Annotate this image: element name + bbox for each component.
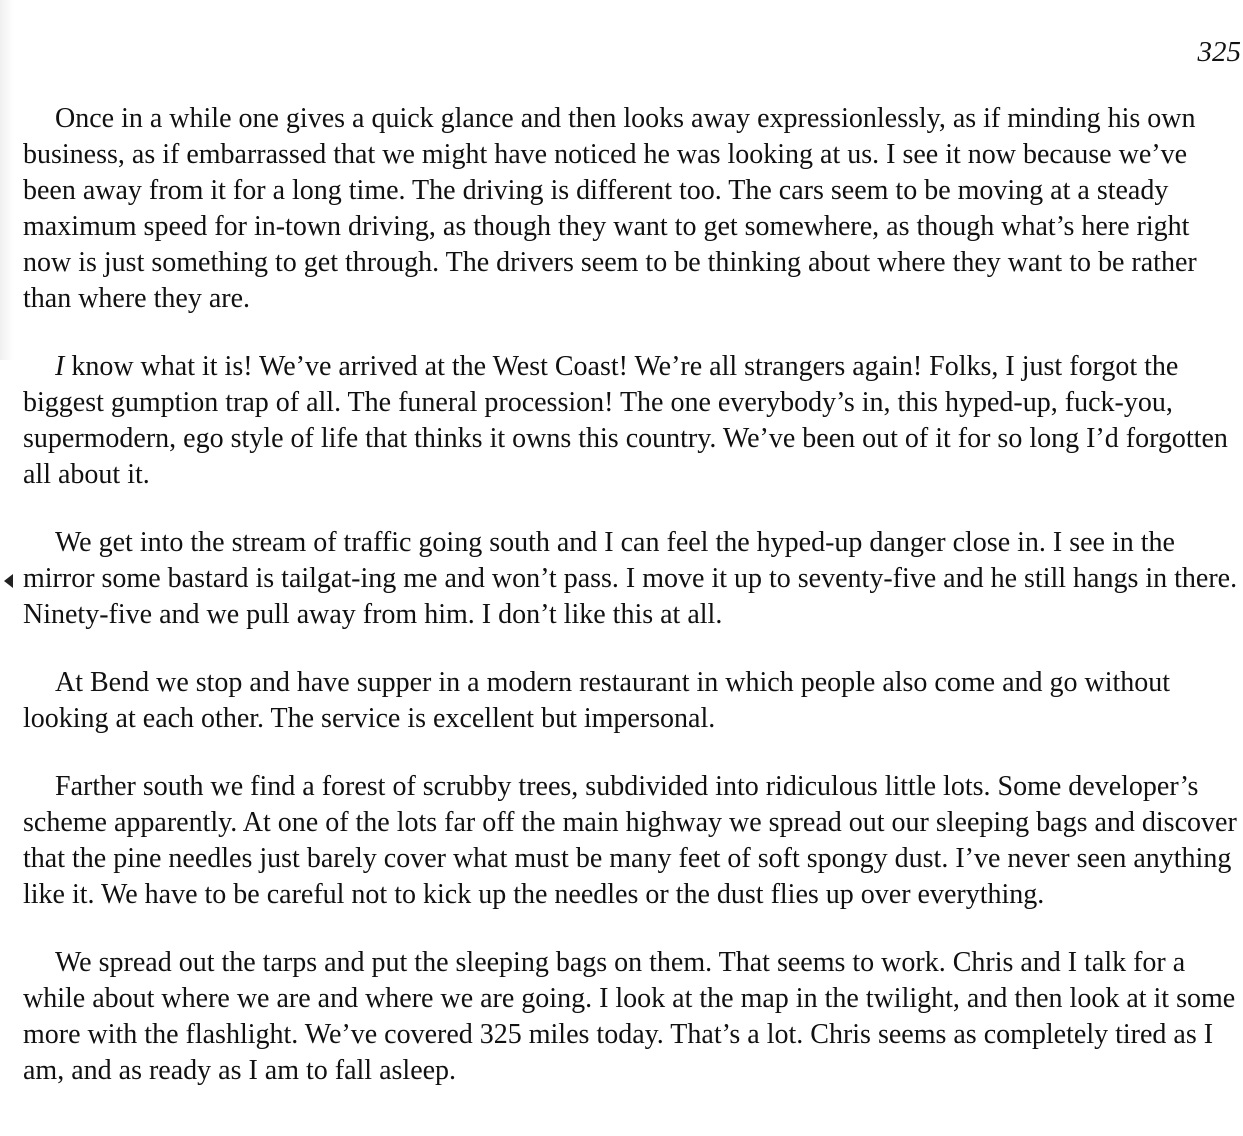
body-text	[23, 101, 1241, 1121]
paragraph-6	[23, 945, 1241, 1089]
left-arrow-icon[interactable]	[4, 574, 13, 588]
paragraph-3-text: We get into the stream of traffic going south and I can feel the hyped-up danger close in. I see in the mirror some bastard is tailgat-ing me and won’t pass. I move it up to seventy-five and he still hangs in there. Ninety-five and we pull away from him. I don’t like this at all.	[23, 527, 1238, 630]
paragraph-3	[23, 525, 1241, 633]
paragraph-4	[23, 665, 1241, 737]
paragraph-1	[23, 101, 1241, 317]
paragraph-1-text: Once in a while one gives a quick glance and then looks away expressionlessly, as if minding his own business, as if embarrassed that we might have noticed he was looking at us. I see it now because we’ve been away from it for a long time. The driving is different too. The cars seem to be moving at a steady maximum speed for in-town driving, as though they want to get somewhere, as though what’s here right now is just something to get through. The drivers seem to be thinking about where they want to be rather than where they are.	[23, 103, 1197, 314]
page-number: 325	[1197, 36, 1241, 68]
page-edge-shadow	[0, 0, 14, 360]
paragraph-5	[23, 769, 1241, 913]
paragraph-4-text: At Bend we stop and have supper in a modern restaurant in which people also come and go without looking at each other. The service is excellent but impersonal.	[23, 667, 1171, 734]
paragraph-5-text: Farther south we find a forest of scrubby trees, subdivided into ridiculous little lots. Some developer’s scheme apparently. At one of the lots far off the main highway we spread out our sleeping bags and discover that the pine needles just barely cover what must be many feet of soft spongy dust. I’ve never seen anything like it. We have to be careful not to kick up the needles or the dust flies up over everything.	[23, 771, 1237, 910]
paragraph-2-text: know what it is! We’ve arrived at the West Coast! We’re all strangers again! Folks, I just forgot the biggest gumption trap of all. The funeral procession! The one everybody’s in, this hyped-up, fuck-you, supermodern, ego style of life that thinks it owns this country. We’ve been out of it for so long I’d forgotten all about it.	[23, 351, 1228, 490]
paragraph-2-italic-lead: I	[55, 351, 65, 382]
paragraph-2	[23, 349, 1241, 493]
paragraph-6-text: We spread out the tarps and put the sleeping bags on them. That seems to work. Chris and I talk for a while about where we are and where we are going. I look at the map in the twilight, and then look at it some more with the flashlight. We’ve covered 325 miles today. That’s a lot. Chris seems as completely tired as I am, and as ready as I am to fall asleep.	[23, 947, 1236, 1086]
